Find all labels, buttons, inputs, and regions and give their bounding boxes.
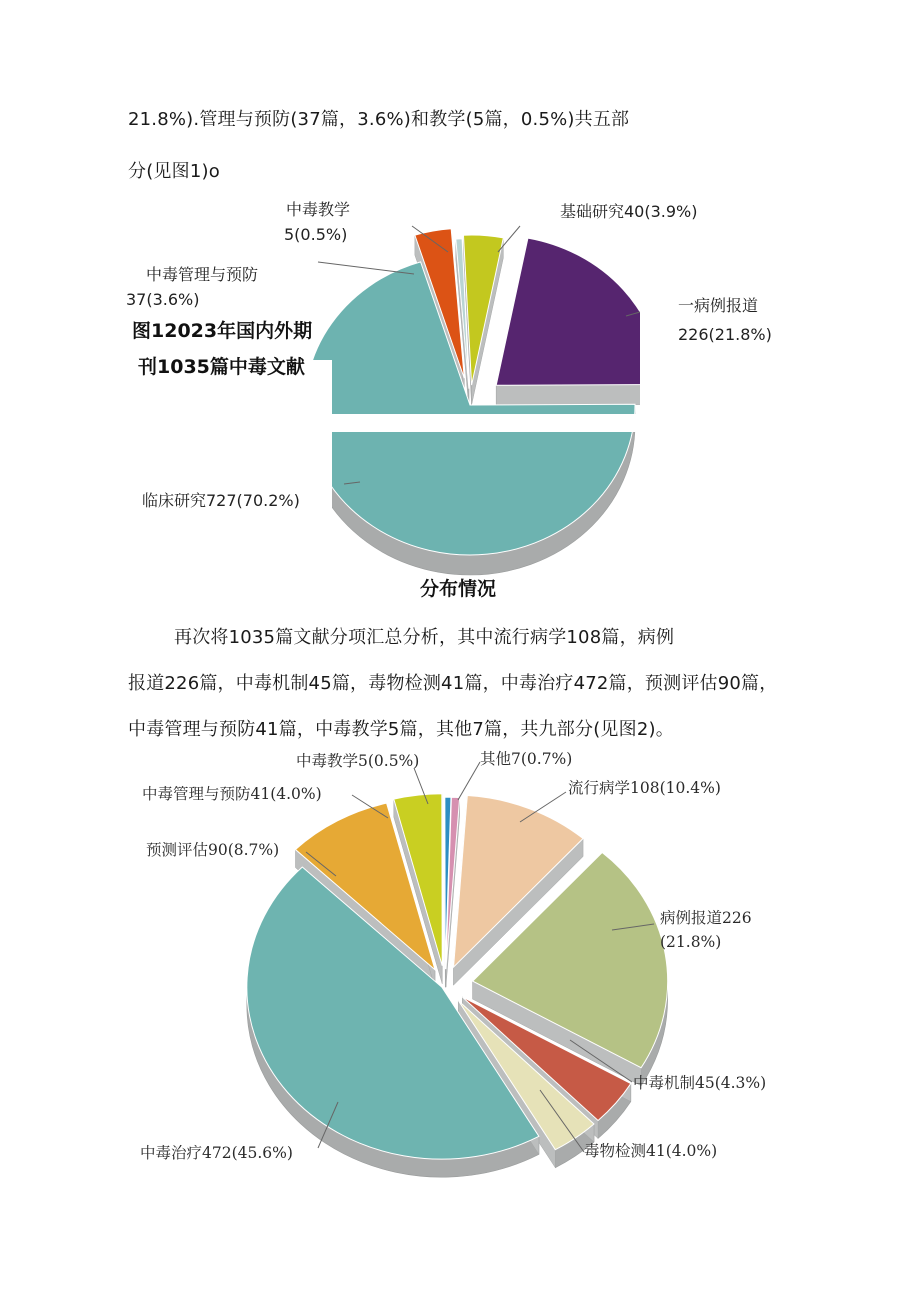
fig2-label-case-report-1: 病例报道226 [660,909,752,927]
fig1-label-management-1: 中毒管理与预防 [146,265,259,284]
fig1-label-teaching-1: 中毒教学 [286,200,351,219]
fig2-label-other: 其他7(0.7%) [480,750,573,768]
paragraph-1-line-1: 21.8%).管理与预防(37篇，3.6%)和教学(5篇，0.5%)共五部 [128,109,630,130]
paragraph-2-line-3: 中毒管理与预防41篇，中毒教学5篇，其他7篇，共九部分(见图2)。 [128,719,674,740]
fig1-label-management-2: 37(3.6%) [126,290,200,309]
paragraph-1-line-2: 分(见图1)o [128,161,220,182]
paragraph-2-line-1: 再次将1035篇文献分项汇总分析，其中流行病学108篇，病例 [174,627,675,648]
fig2-label-management: 中毒管理与预防41(4.0%) [142,785,322,803]
fig2-leader-8 [458,762,480,800]
figure-1-caption-line-1: 图12023年国内外期 [132,320,313,342]
fig2-label-detection: 毒物检测41(4.0%) [584,1142,718,1160]
fig2-label-case-report-2: (21.8%) [660,933,722,951]
figure-1-caption-line-3: 分布情况 [420,578,497,600]
figure-1-caption-line-2: 刊1035篇中毒文献 [138,356,305,378]
fig1-label-basic-research: 基础研究40(3.9%) [560,202,698,221]
fig2-label-treatment: 中毒治疗472(45.6%) [140,1144,293,1162]
fig2-label-epidemiology: 流行病学108(10.4%) [568,779,721,797]
fig1-label-case-report-2: 226(21.8%) [678,325,772,344]
fig2-label-mechanism: 中毒机制45(4.3%) [633,1074,767,1092]
fig2-label-prediction: 预测评估90(8.7%) [146,841,280,859]
fig1-label-case-report-1: 一病例报道 [678,296,759,315]
paragraph-2-line-2: 报道226篇，中毒机制45篇，毒物检测41篇，中毒治疗472篇，预测评估90篇， [128,673,778,694]
fig1-label-teaching-2: 5(0.5%) [284,225,348,244]
fig2-label-teaching: 中毒教学5(0.5%) [296,752,420,770]
fig1-label-clinical-research: 临床研究727(70.2%) [142,491,300,510]
